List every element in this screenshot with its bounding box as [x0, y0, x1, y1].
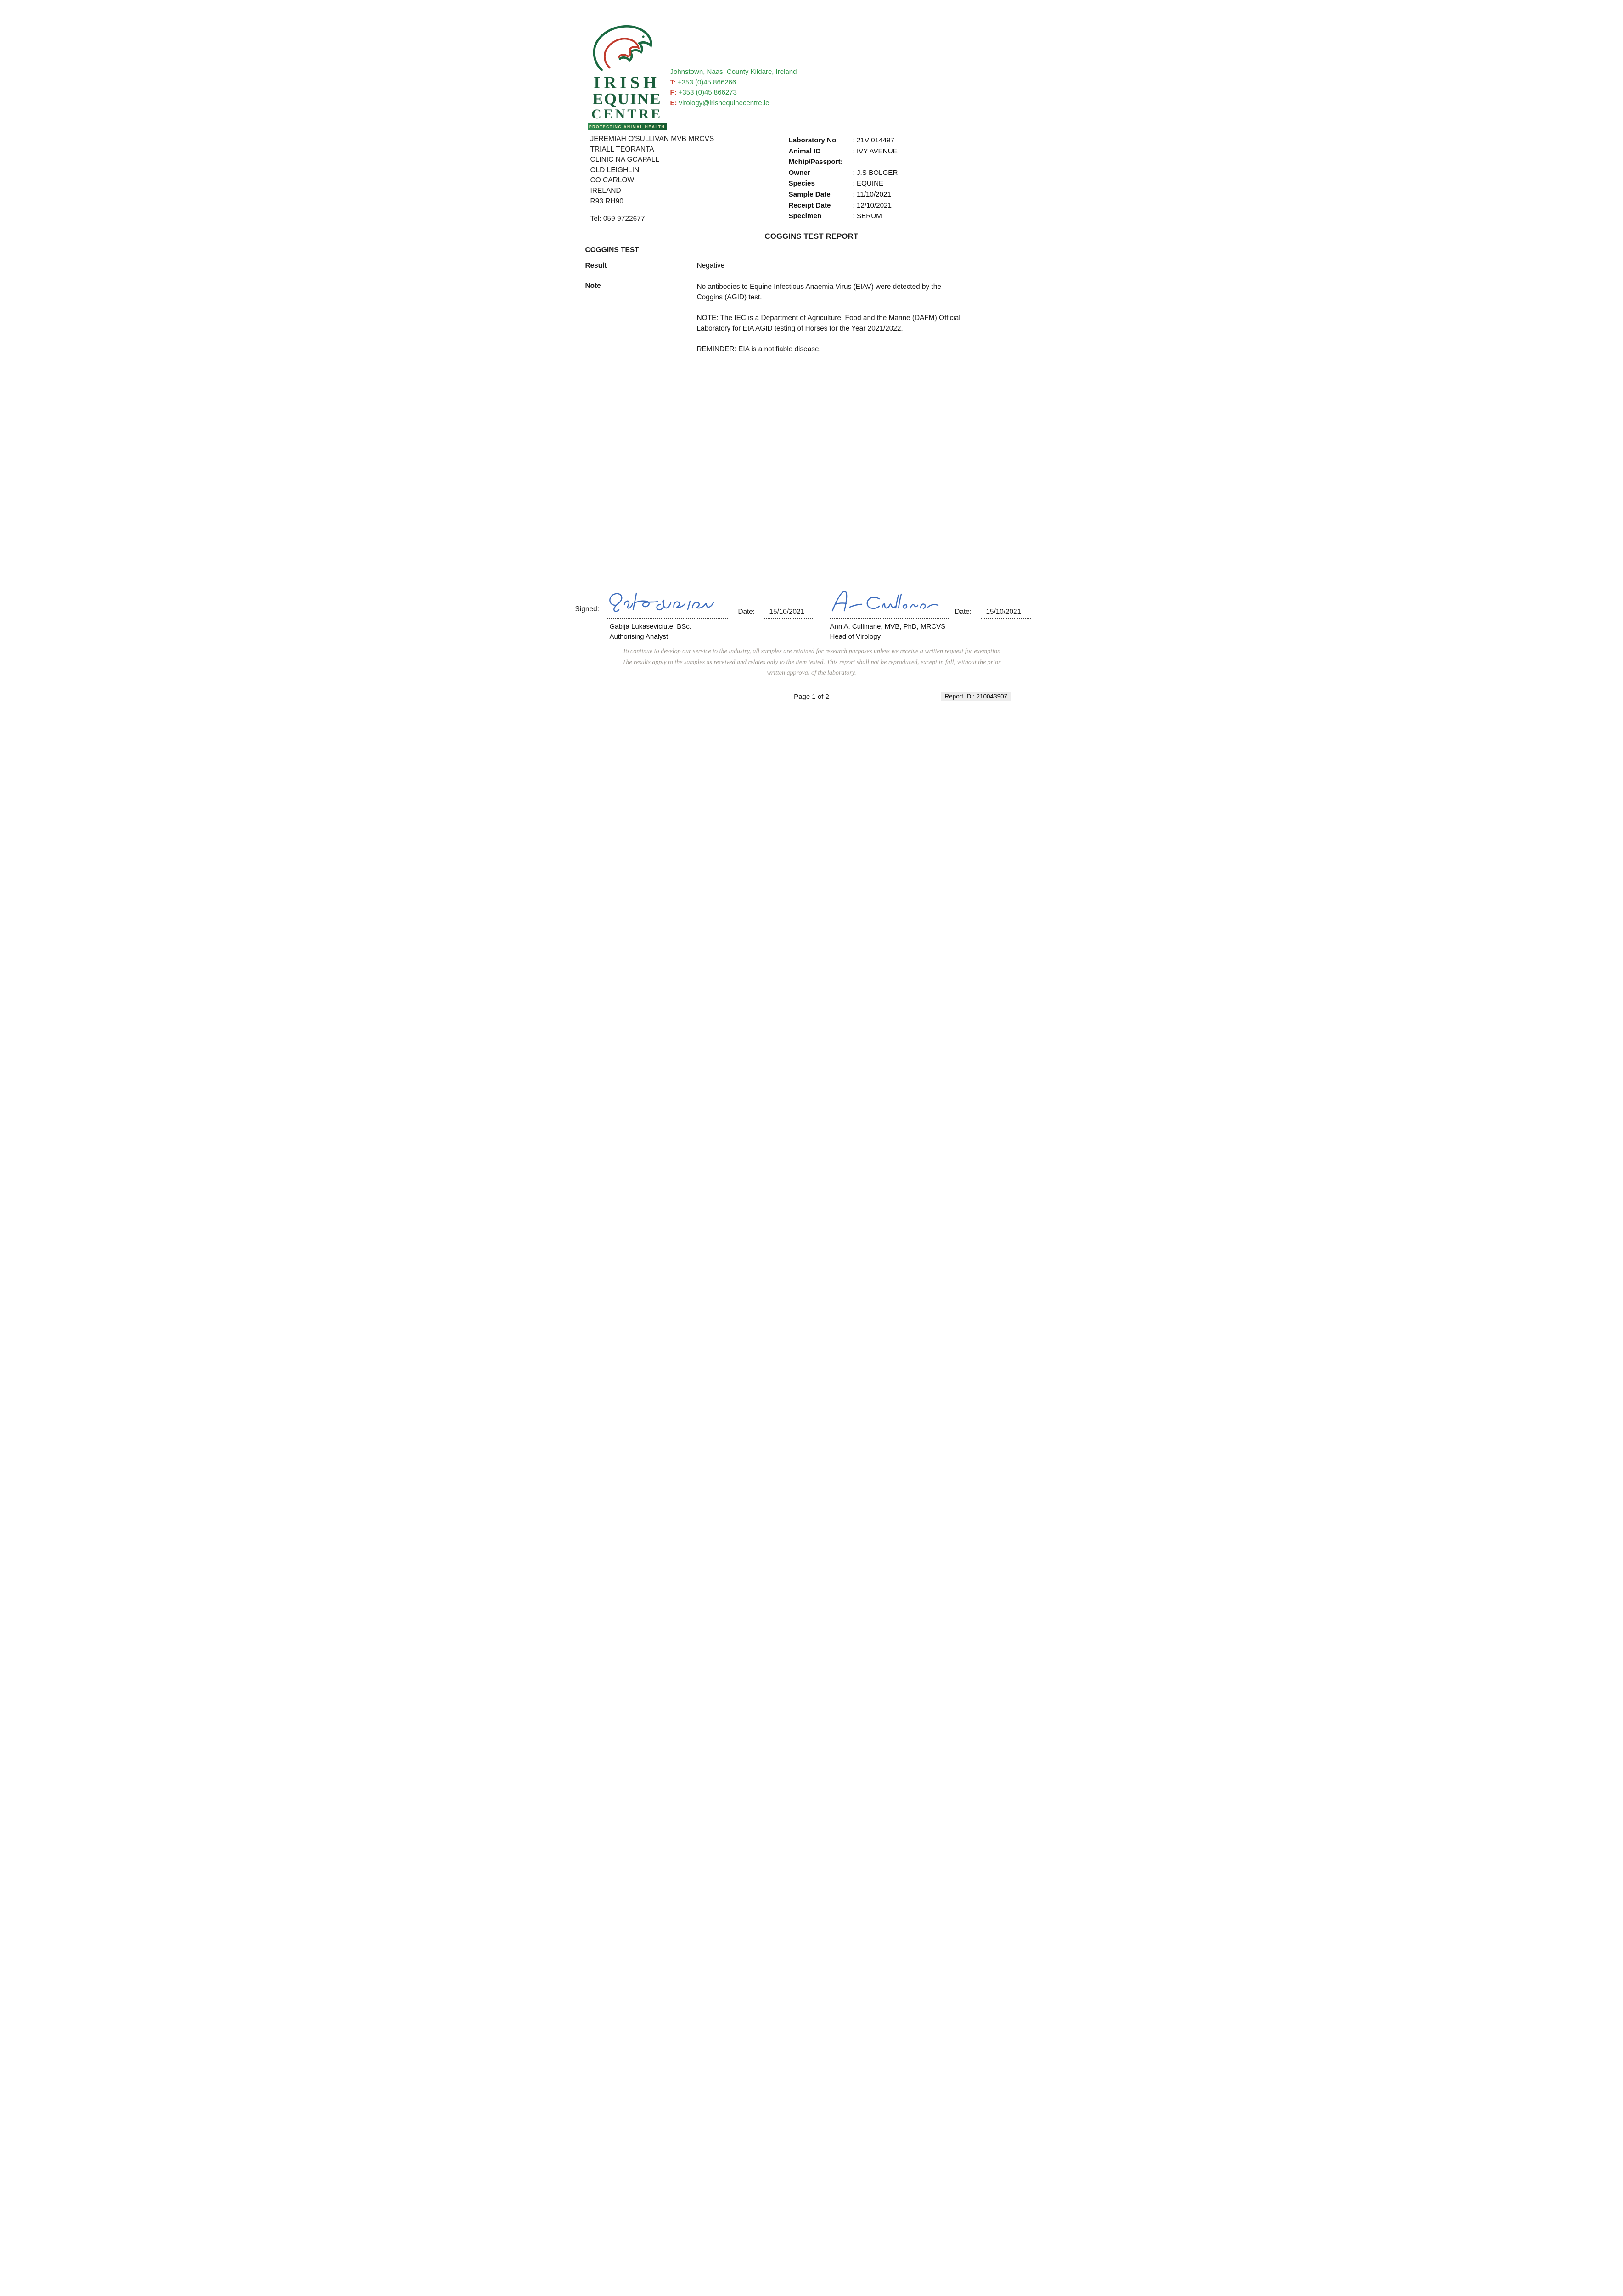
note-paragraph: No antibodies to Equine Infectious Anaemia Virus (EIAV) were detected by the Coggins (AGID) test.: [696, 283, 941, 301]
note-label: Note: [585, 282, 601, 290]
head-name: Ann A. Cullinane, MVB, PhD, MRCVS: [830, 623, 946, 630]
signature-head-of-virology-icon: [828, 587, 947, 615]
detail-label: Specimen: [788, 212, 822, 220]
detail-row: [789, 189, 898, 200]
result-label: Result: [585, 262, 607, 270]
disclaimer-line: To continue to develop our service to the industry, all samples are retained for research purposes unless we receive a written request for exemption: [622, 648, 1000, 655]
report-title: COGGINS TEST REPORT: [764, 232, 859, 241]
detail-row: [789, 168, 898, 179]
detail-label: Animal ID: [788, 147, 821, 155]
detail-label: Sample Date: [788, 190, 831, 198]
result-value: Negative: [696, 262, 725, 270]
date-dotted-line: [764, 618, 814, 619]
disclaimer-line: written approval of the laboratory.: [767, 670, 856, 676]
contact-email-line: [670, 98, 797, 109]
signature-analyst-icon: [605, 589, 720, 615]
irish-equine-centre-logo: [588, 22, 667, 130]
date-value: 15/10/2021: [986, 608, 1022, 616]
recipient-line: CLINIC NA GCAPALL: [590, 156, 659, 164]
logo-tagline: PROTECTING ANIMAL HEALTH: [588, 123, 667, 130]
detail-value: : 12/10/2021: [853, 201, 892, 209]
detail-value: : EQUINE: [853, 180, 884, 188]
email-value: virology@irishequinecentre.ie: [679, 99, 769, 107]
report-page: [559, 0, 1064, 715]
date-value: 15/10/2021: [769, 608, 805, 616]
detail-row: [789, 211, 898, 222]
disclaimer-block: [582, 646, 1041, 679]
date-dotted-line: [981, 618, 1031, 619]
recipient-address-block: [590, 134, 714, 207]
phone-label: T:: [670, 78, 676, 86]
note-paragraphs: [697, 282, 962, 366]
section-heading: COGGINS TEST: [585, 246, 639, 254]
signed-label: Signed:: [575, 605, 600, 613]
horse-logo-icon: [589, 22, 665, 73]
detail-row: [789, 200, 898, 211]
signature-dotted-line: [607, 618, 728, 619]
detail-value: : SERUM: [853, 212, 882, 220]
detail-label: Owner: [788, 169, 810, 177]
note-paragraph: REMINDER: EIA is a notifiable disease.: [696, 345, 821, 354]
report-id: Report ID : 210043907: [941, 692, 1011, 701]
detail-label: Mchip/Passport:: [788, 158, 843, 166]
logo-word-centre: CENTRE: [591, 106, 663, 122]
detail-row: [789, 178, 898, 189]
detail-value: : 11/10/2021: [853, 190, 891, 198]
page-number: Page 1 of 2: [794, 693, 829, 701]
contact-fax-line: [670, 88, 797, 98]
detail-value: : 21VI014497: [853, 136, 894, 144]
head-title: Head of Virology: [830, 632, 881, 641]
analyst-name: Gabija Lukaseviciute, BSc.: [609, 623, 691, 630]
detail-value: : IVY AVENUE: [853, 147, 898, 155]
analyst-title: Authorising Analyst: [609, 632, 668, 641]
disclaimer-line: The results apply to the samples as received and relates only to the item tested. This report shall not be reproduced, except in full, without the prior: [622, 658, 1001, 666]
analyst-identity: [610, 622, 691, 642]
detail-row: [789, 146, 898, 157]
contact-phone-line: [670, 78, 797, 88]
detail-label: Species: [788, 180, 815, 188]
email-label: E:: [670, 99, 677, 107]
recipient-line: TRIALL TEORANTA: [590, 145, 654, 153]
recipient-line: CO CARLOW: [590, 176, 635, 185]
recipient-line: R93 RH90: [590, 197, 623, 205]
phone-value: +353 (0)45 866266: [678, 78, 736, 86]
logo-word-equine: EQUINE: [592, 90, 662, 108]
recipient-telephone: Tel: 059 9722677: [590, 215, 645, 223]
recipient-line: OLD LEIGHLIN: [590, 166, 640, 174]
fax-label: F:: [670, 89, 677, 96]
date-label: Date:: [955, 608, 972, 616]
detail-value: : J.S BOLGER: [853, 169, 898, 177]
date-label: Date:: [738, 608, 755, 616]
detail-row: [789, 135, 898, 146]
fax-value: +353 (0)45 866273: [678, 89, 737, 96]
contact-address: Johnstown, Naas, County Kildare, Ireland: [670, 68, 797, 76]
contact-block: [670, 67, 797, 108]
head-of-virology-identity: [830, 622, 946, 642]
detail-label: Receipt Date: [788, 201, 831, 209]
sample-details-block: [789, 135, 898, 222]
recipient-line: IRELAND: [590, 186, 621, 195]
detail-row: [789, 157, 898, 168]
logo-word-irish: IRISH: [594, 73, 660, 92]
detail-label: Laboratory No: [788, 136, 837, 144]
signature-dotted-line: [830, 618, 949, 619]
recipient-line: JEREMIAH O'SULLIVAN MVB MRCVS: [590, 135, 714, 143]
note-paragraph: NOTE: The IEC is a Department of Agriculture, Food and the Marine (DAFM) Official Laboratory for EIA AGID testing of Horses for the Year 2021/2022.: [696, 314, 960, 332]
